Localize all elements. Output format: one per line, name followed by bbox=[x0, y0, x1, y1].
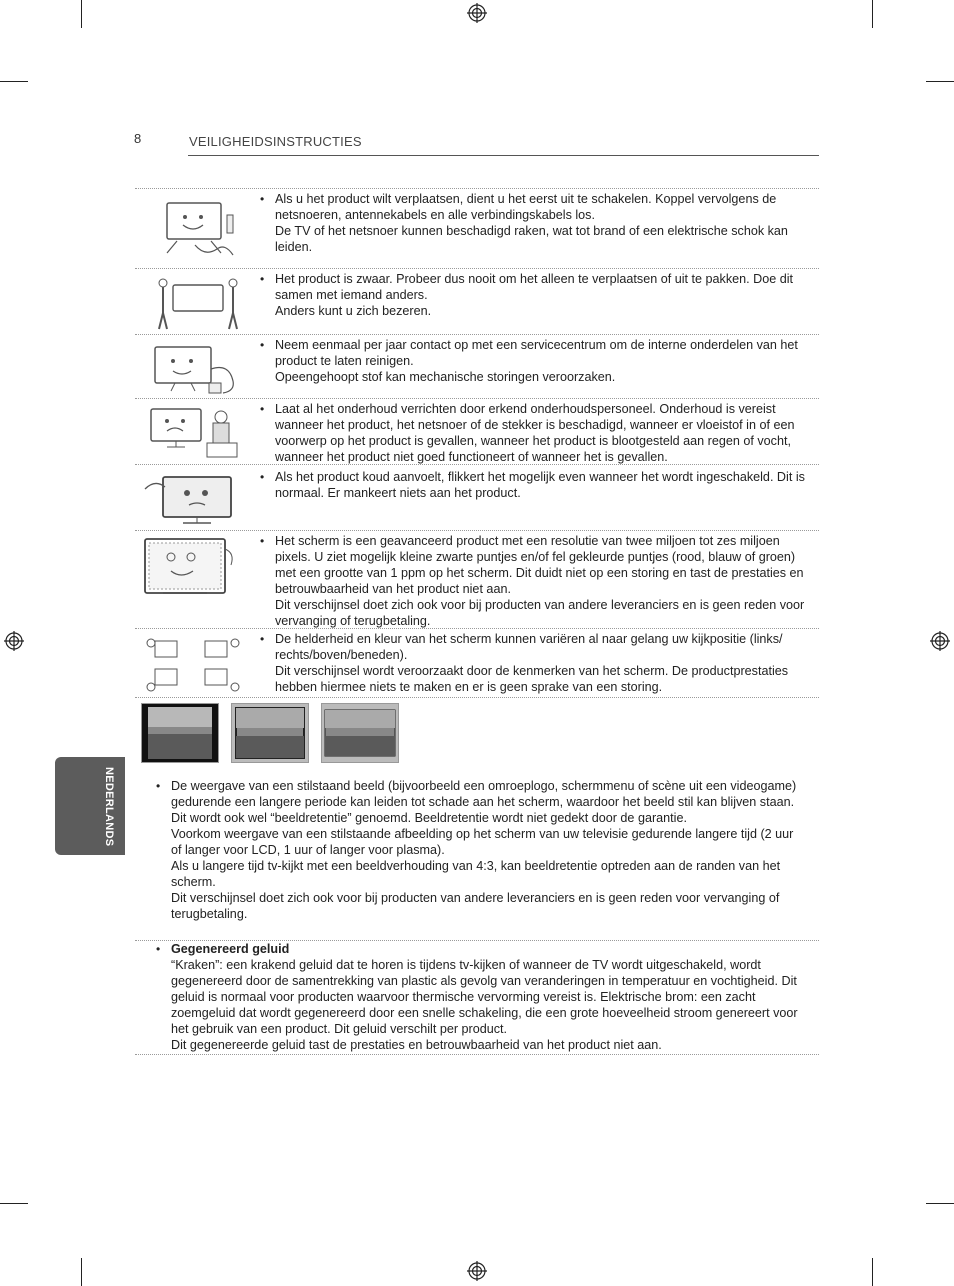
instruction-row bbox=[135, 268, 819, 335]
paragraph: Als u langere tijd tv-kijkt met een beeldverhouding van 4:3, kan beeldretentie optreden aan de randen van het scherm. bbox=[171, 859, 781, 889]
instruction-row bbox=[135, 628, 819, 698]
paragraph: De TV of het netsnoer kunnen beschadigd raken, wat tot brand of een elektrische schok kan leiden. bbox=[275, 224, 788, 254]
bullet: • bbox=[260, 402, 265, 416]
screen-pixels-illustration bbox=[141, 535, 245, 601]
instruction-row bbox=[135, 530, 819, 629]
paragraph: De helderheid en kleur van het scherm kunnen variëren al naar gelang uw kijkpositie (links/ rechts/boven/beneden). bbox=[275, 632, 783, 662]
paragraph: Als het product koud aanvoelt, flikkert het mogelijk even wanneer het wordt ingeschakeld. Dit is normaal. Er mankeert niets aan het product. bbox=[275, 470, 805, 500]
paragraph: Dit verschijnsel wordt veroorzaakt door de kenmerken van het scherm. De productprestaties hebben hiermee niets te maken en er is geen sprake van een storing. bbox=[275, 664, 789, 694]
paragraph: Dit gegenereerde geluid tast de prestaties en betrouwbaarheid van het product niet aan. bbox=[171, 1038, 662, 1052]
viewing-angle-illustration bbox=[143, 635, 243, 693]
bullet: • bbox=[260, 534, 265, 548]
instruction-row bbox=[135, 334, 819, 399]
bullet: • bbox=[260, 272, 265, 286]
bullet: • bbox=[260, 192, 265, 206]
crop-mark bbox=[872, 1258, 873, 1286]
instruction-row bbox=[135, 188, 819, 269]
registration-mark-icon bbox=[467, 3, 487, 23]
instruction-text bbox=[260, 533, 811, 629]
crop-mark bbox=[0, 81, 28, 82]
instruction-text bbox=[260, 271, 811, 319]
paragraph: Neem eenmaal per jaar contact op met een servicecentrum om de interne onderdelen van het product te laten reinigen. bbox=[275, 338, 798, 368]
header-divider bbox=[188, 155, 819, 156]
registration-mark-icon bbox=[4, 631, 24, 651]
generated-noise-block bbox=[135, 940, 819, 1055]
paragraph: Het product is zwaar. Probeer dus nooit om het alleen te verplaatsen of uit te pakken. Doe dit samen met iemand anders. bbox=[275, 272, 794, 302]
image-retention-sample-2 bbox=[231, 703, 309, 763]
bullet: • bbox=[260, 632, 265, 646]
paragraph: Dit verschijnsel doet zich ook voor bij producten van andere leveranciers en is geen reden voor vervanging of terugbetaling. bbox=[275, 598, 805, 628]
instruction-text bbox=[260, 631, 811, 695]
image-retention-sample-3 bbox=[321, 703, 399, 763]
instruction-row bbox=[135, 398, 819, 465]
paragraph: Voorkom weergave van een stilstaande afbeelding op het scherm van uw televisie gedurende langere tijd (2 uur of langer voor LCD, 1 uur of langer voor plasma). bbox=[171, 827, 794, 857]
page-number: 8 bbox=[134, 131, 142, 146]
noise-heading: Gegenereerd geluid bbox=[171, 942, 290, 956]
crop-mark bbox=[926, 1203, 954, 1204]
image-retention-sample-1 bbox=[141, 703, 219, 763]
service-technician-illustration bbox=[137, 401, 243, 463]
paragraph: Laat al het onderhoud verrichten door erkend onderhoudspersoneel. Onderhoud is vereist wanneer het product, het netsnoer of de stekker is beschadigd, wanneer er vloeistof in of een voorwerp op het product is gevallen, wanneer het product is blootgesteld aan regen of vocht, wanneer het product niet goed functioneert of wanneer het is gevallen. bbox=[275, 402, 795, 464]
image-retention-block bbox=[135, 778, 819, 941]
crop-mark bbox=[872, 0, 873, 28]
language-tab-label: NEDERLANDS bbox=[103, 767, 115, 847]
crop-mark bbox=[81, 1258, 82, 1286]
paragraph: Opeengehoopt stof kan mechanische storingen veroorzaken. bbox=[275, 370, 616, 384]
crop-mark bbox=[926, 81, 954, 82]
instruction-text bbox=[260, 191, 811, 255]
language-tab bbox=[55, 757, 125, 855]
paragraph: “Kraken”: een krakend geluid dat te horen is tijdens tv-kijken of wanneer de TV wordt uitgeschakeld, wordt gegenereerd door de samentrekking van plastic als gevolg van veranderingen in temperatuur en vochtigheid. Dit geluid is normaal voor producten waarvoor thermische vervorming vereist is. Elektrische brom: een zacht zoemgeluid dat wordt gegenereerd door een snelle schakeling, die een grote hoeveelheid stroom genereert voor het gebruik van een product. Dit geluid verschilt per product. bbox=[171, 958, 798, 1036]
section-title: VEILIGHEIDSINSTRUCTIES bbox=[189, 134, 362, 149]
registration-mark-icon bbox=[467, 1261, 487, 1281]
noise-text bbox=[156, 941, 807, 1053]
paragraph: Het scherm is een geavanceerd product met een resolutie van twee miljoen tot zes miljoen pixels. U ziet mogelijk kleine zwarte puntjes en/of fel gekleurde puntjes (rood, blauw of groen) met een grootte van 1 ppm op het scherm. Dit duidt niet op een storing en tast de prestaties en betrouwbaarheid van het product niet aan. bbox=[275, 534, 804, 596]
instruction-text bbox=[260, 469, 811, 501]
paragraph: Dit verschijnsel doet zich ook voor bij producten van andere leveranciers en is geen reden voor vervanging of terugbetaling. bbox=[171, 891, 780, 921]
registration-mark-icon bbox=[930, 631, 950, 651]
crop-mark bbox=[81, 0, 82, 28]
paragraph: Anders kunt u zich bezeren. bbox=[275, 304, 432, 318]
tv-unplug-cables-illustration bbox=[157, 195, 247, 261]
two-people-carry-tv-illustration bbox=[155, 275, 245, 331]
tv-cleaning-illustration bbox=[147, 339, 243, 397]
bullet: • bbox=[260, 338, 265, 352]
retention-text bbox=[156, 778, 807, 922]
cold-tv-flicker-illustration bbox=[141, 469, 241, 529]
bullet: • bbox=[156, 779, 161, 793]
bullet: • bbox=[260, 470, 265, 484]
paragraph: De weergave van een stilstaand beeld (bijvoorbeeld een omroeplogo, schermmenu of scène uit een videogame) gedurende een langere periode kan leiden tot schade aan het scherm, waardoor het beeld stil kan blijven staan. Dit wordt ook wel “beeldretentie” genoemd. Beeldretentie wordt niet gedekt door de garantie. bbox=[171, 779, 797, 825]
instruction-text bbox=[260, 401, 811, 465]
paragraph: Als u het product wilt verplaatsen, dient u het eerst uit te schakelen. Koppel vervolgens de netsnoeren, antennekabels en alle verbindingskabels los. bbox=[275, 192, 777, 222]
instruction-row bbox=[135, 464, 819, 531]
instruction-text bbox=[260, 337, 811, 385]
crop-mark bbox=[0, 1203, 28, 1204]
bullet: • bbox=[156, 942, 161, 956]
